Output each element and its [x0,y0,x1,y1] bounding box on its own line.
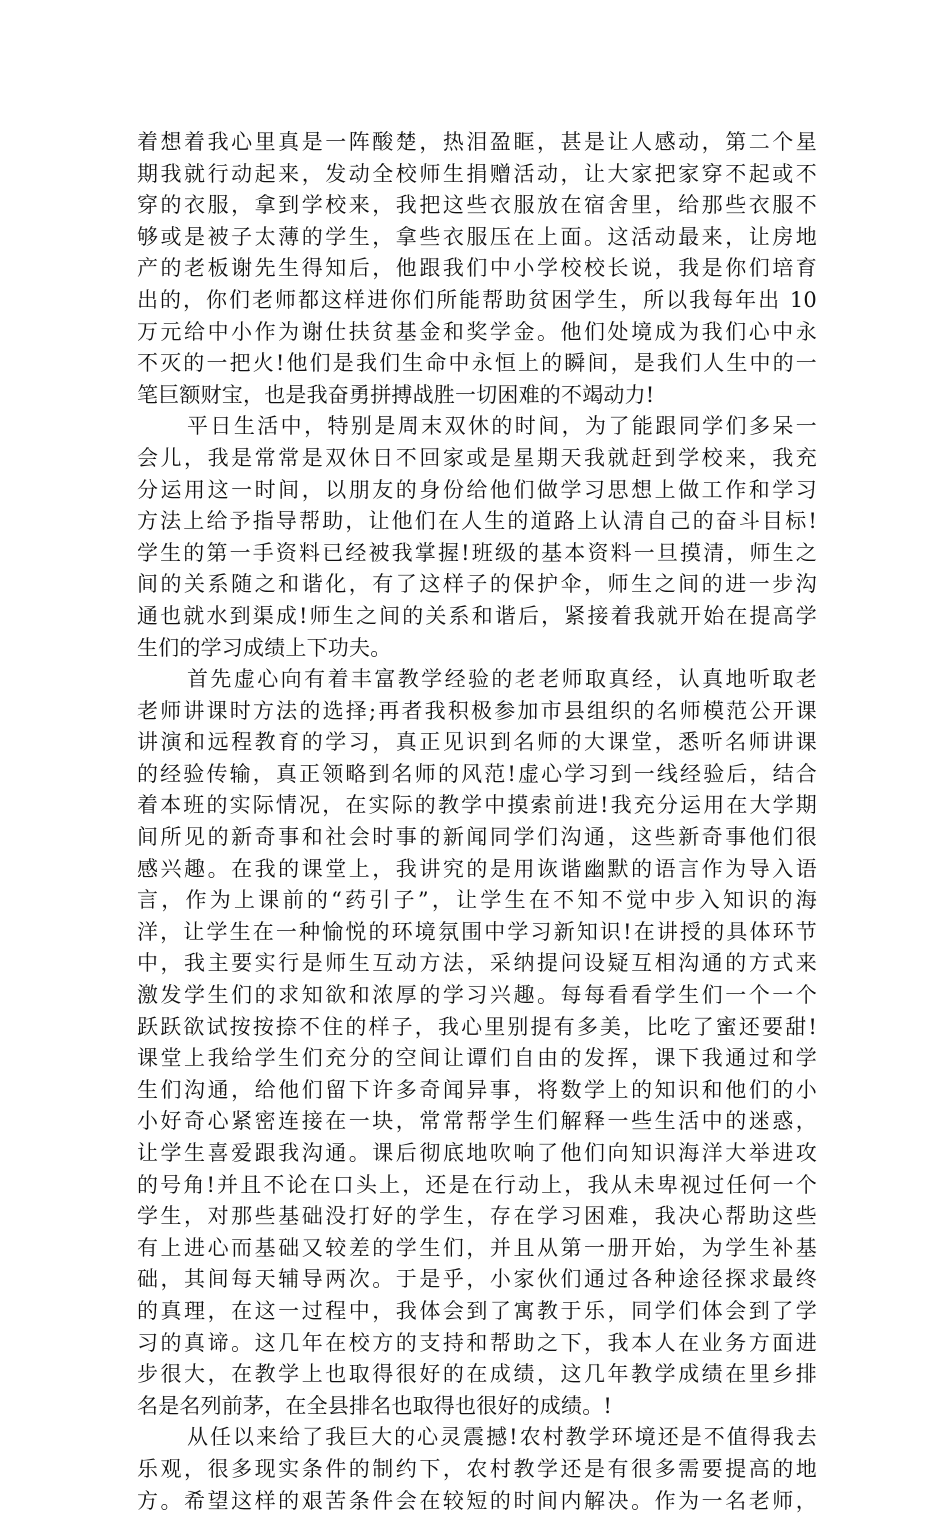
text-line: 间所见的新奇事和社会时事的新闻同学们沟通，这些新奇事他们很 [137,825,817,850]
text-line: 首先虚心向有着丰富教学经验的老老师取真经，认真地听取老 [187,667,817,692]
text-line: 言，作为上课前的“药引子”，让学生在不知不觉中步入知识的海 [137,888,817,913]
text-line: 的号角!并且不论在口头上，还是在行动上，我从未卑视过任何一个 [137,1172,817,1197]
text-line: 期我就行动起来，发动全校师生捐赠活动，让大家把家穿不起或不 [137,161,817,186]
text-line: 笔巨额财宝，也是我奋勇拼搏战胜一切困难的不竭动力! [137,382,655,407]
text-line: 老师讲课时方法的选择;再者我积极参加市县组织的名师模范公开课 [137,698,817,723]
text-line: 的真理，在这一过程中，我体会到了寓教于乐，同学们体会到了学 [137,1298,817,1323]
text-line: 的经验传输，真正领略到名师的风范!虚心学习到一线经验后，结合 [137,761,817,786]
paragraph [137,1422,817,1517]
text-line: 让学生喜爱跟我沟通。课后彻底地吹响了他们向知识海洋大举进攻 [137,1141,817,1165]
text-line: 跃跃欲试按按捺不住的样子，我心里别提有多美，比吃了蜜还要甜! [137,1014,817,1039]
text-line: 生们的学习成绩上下功夫。 [137,635,392,660]
text-line: 穿的衣服，拿到学校来，我把这些衣服放在宿舍里，给那些衣服不 [137,193,817,218]
text-line: 学生的第一手资料已经被我掌握!班级的基本资料一旦摸清，师生之 [137,540,817,565]
text-line: 分运用这一时间，以朋友的身份给他们做学习思想上做工作和学习 [137,477,817,502]
text-line: 会儿，我是常常是双休日不回家或是星期天我就赶到学校来，我充 [137,445,817,470]
text-line: 学生，对那些基础没打好的学生，存在学习困难，我决心帮助这些 [137,1204,817,1229]
text-line: 讲演和远程教育的学习，真正见识到名师的大课堂，悉听名师讲课 [137,730,817,755]
text-line: 间的关系随之和谐化，有了这样子的保护伞，师生之间的进一步沟 [137,572,817,597]
text-line: 课堂上我给学生们充分的空间让谭们自由的发挥，课下我通过和学 [137,1046,817,1071]
text-line: 不灭的一把火!他们是我们生命中永恒上的瞬间，是我们人生中的一 [137,351,817,376]
text-line: 中，我主要实行是师生互动方法，采纳提问设疑互相沟通的方式来 [137,951,817,976]
text-line: 万元给中小作为谢仕扶贫基金和奖学金。他们处境成为我们心中永 [137,319,817,344]
text-line: 有上进心而基础又较差的学生们，并且从第一册开始，为学生补基 [137,1235,817,1260]
text-line: 小好奇心紧密连接在一块，常常帮学生们解释一些生活中的迷惑， [137,1109,817,1134]
text-line: 方。希望这样的艰苦条件会在较短的时间内解决。作为一名老师， [137,1488,817,1513]
text-line: 激发学生们的求知欲和浓厚的学习兴趣。每每看看学生们一个一个 [137,983,817,1008]
text-line: 感兴趣。在我的课堂上，我讲究的是用诙谐幽默的语言作为导入语 [137,856,817,881]
document-body [137,127,817,1517]
text-line: 名是名列前茅，在全县排名也取得也很好的成绩。! [137,1393,613,1418]
text-line: 着想着我心里真是一阵酸楚，热泪盈眶，甚是让人感动，第二个星 [137,130,817,154]
text-line: 习的真谛。这几年在校方的支持和帮助之下，我本人在业务方面进 [137,1330,817,1355]
text-line: 平日生活中，特别是周末双休的时间，为了能跟同学们多呆一 [187,414,817,439]
text-line: 着本班的实际情况，在实际的教学中摸索前进!我充分运用在大学期 [137,793,817,818]
text-line: 产的老板谢先生得知后，他跟我们中小学校校长说，我是你们培育 [137,256,817,281]
paragraph [137,664,817,1422]
text-line: 够或是被子太薄的学生，拿些衣服压在上面。这活动最来，让房地 [137,224,817,249]
text-line: 础，其间每天辅导两次。于是乎，小家伙们通过各种途径探求最终 [137,1267,817,1292]
text-line: 生们沟通，给他们留下许多奇闻异事，将数学上的知识和他们的小 [137,1077,817,1102]
text-line: 从任以来给了我巨大的心灵震撼!农村教学环境还是不值得我去 [187,1425,817,1450]
text-line: 步很大，在教学上也取得很好的在成绩，这几年教学成绩在里乡排 [137,1362,817,1387]
paragraph [137,127,817,411]
text-line: 方法上给予指导帮助，让他们在人生的道路上认清自己的奋斗目标! [137,509,817,534]
paragraph [137,411,817,664]
text-line: 通也就水到渠成!师生之间的关系和谐后，紧接着我就开始在提高学 [137,603,817,628]
text-line: 洋，让学生在一种愉悦的环境氛围中学习新知识!在讲授的具体环节 [137,919,817,944]
text-line: 出的，你们老师都这样进你们所能帮助贫困学生，所以我每年出 10 [137,287,817,312]
text-line: 乐观，很多现实条件的制约下，农村教学还是有很多需要提高的地 [137,1456,817,1481]
